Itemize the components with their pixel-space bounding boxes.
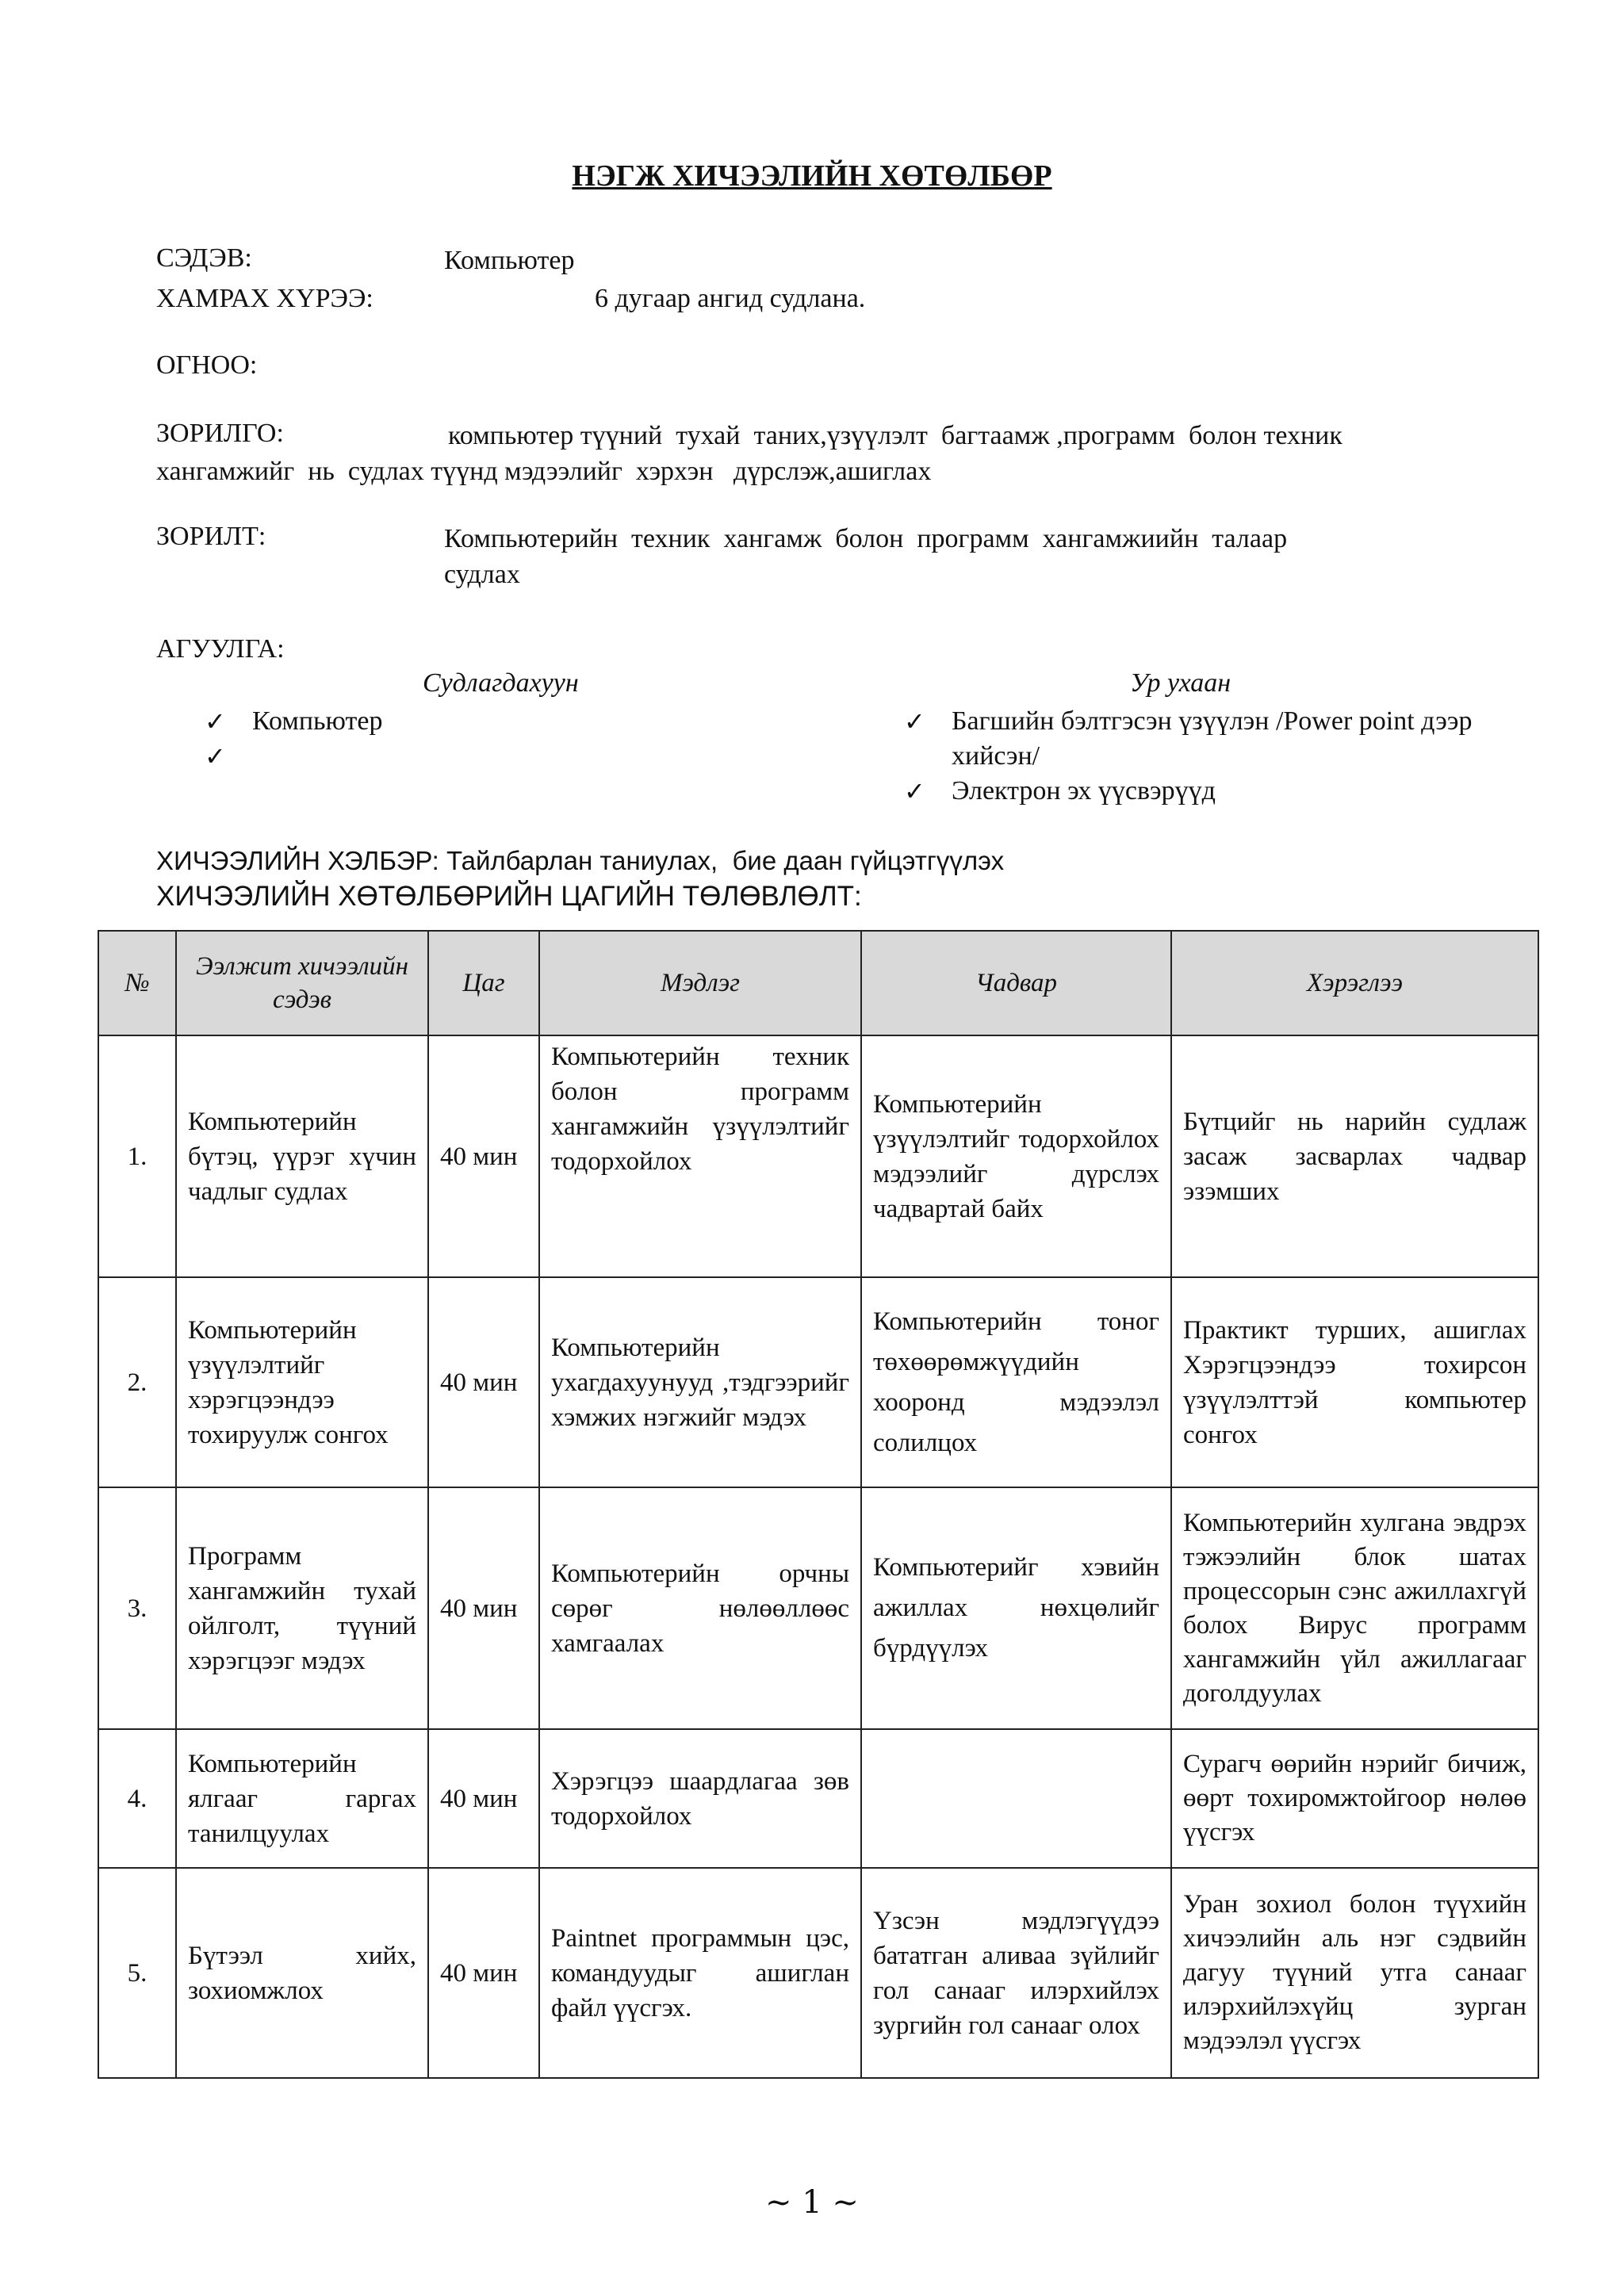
row-time: 40 мин <box>428 1487 539 1729</box>
row-topic: Компьютерийн бүтэц, үүрэг хүчин чадлыг судлах <box>176 1035 428 1277</box>
row-knowledge: Компьютерийн техник болон программ хангамжийн үзүүлэлтийг тодорхойлох <box>539 1035 861 1277</box>
scope-label: ХАМРАХ ХҮРЭЭ: <box>156 284 373 313</box>
objective-label: ЗОРИЛТ: <box>156 522 266 551</box>
row-usage: Компьютерийн хулгана эвдрэх тэжээлийн блок шатах процессорын сэнс ажиллахгүй болох Вирус программ хангамжийн үйл ажиллагааг доголдуулах <box>1171 1487 1538 1729</box>
goal-text-line2: хангамжийг нь судлах түүнд мэдээлийг хэрхэн дүрслэж,ашиглах <box>156 457 932 486</box>
date-label: ОГНОО: <box>156 350 258 380</box>
header-num: № <box>98 931 176 1035</box>
content-label: АГУУЛГА: <box>156 634 285 664</box>
checkmark-icon: ✓ <box>904 706 925 737</box>
row-topic: Компьютерийн ялгааг гаргах танилцуулах <box>176 1729 428 1868</box>
scope-value: 6 дугаар ангид судлана. <box>595 284 866 313</box>
table-row <box>98 1487 1538 1729</box>
header-usage: Хэрэглээ <box>1171 931 1538 1035</box>
checkmark-icon: ✓ <box>205 741 226 771</box>
row-usage: Уран зохиол болон түүхийн хичээлийн аль нэг сэдвийн дагуу түүний утга санааг илэрхийлэхүйц зурган мэдээлэл үүсгэх <box>1171 1868 1538 2078</box>
lesson-plan-table <box>98 930 1539 2079</box>
table-row <box>98 1868 1538 2078</box>
plan-heading: ХИЧЭЭЛИЙН ХӨТӨЛБӨРИЙН ЦАГИЙН ТӨЛӨВЛӨЛТ: <box>156 881 862 912</box>
row-skill: Компьютерийг хэвийн ажиллах нөхцөлийг бүрдүүлэх <box>861 1487 1171 1729</box>
row-knowledge: Компьютерийн ухагдахуунууд ,тэдгээрийг хэмжих нэгжийг мэдэх <box>539 1277 861 1487</box>
list-item-text: Компьютер <box>252 706 383 736</box>
row-time: 40 мин <box>428 1277 539 1487</box>
table-row <box>98 1035 1538 1277</box>
row-knowledge: Paintnet программын цэс, командуудыг ашиглан файл үүсгэх. <box>539 1868 861 2078</box>
objective-text-line1: Компьютерийн техник хангамж болон программ хангамжиийн талаар <box>444 524 1288 553</box>
row-time: 40 мин <box>428 1868 539 2078</box>
row-topic: Программ хангамжийн тухай ойлголт, түүний хэрэгцээг мэдэх <box>176 1487 428 1729</box>
checkmark-icon: ✓ <box>205 706 226 737</box>
subject-value: Компьютер <box>444 246 575 275</box>
list-item <box>205 704 649 739</box>
objective-text-line2: судлах <box>444 560 520 589</box>
list-item <box>904 774 1507 809</box>
header-time: Цаг <box>428 931 539 1035</box>
row-num: 1. <box>98 1035 176 1277</box>
header-skill: Чадвар <box>861 931 1171 1035</box>
row-knowledge: Хэрэгцээ шаардлагаа зөв тодорхойлох <box>539 1729 861 1868</box>
row-time: 40 мин <box>428 1035 539 1277</box>
list-item <box>904 704 1507 774</box>
subject-label: СЭДЭВ: <box>156 243 252 273</box>
studied-list <box>205 704 649 774</box>
row-num: 5. <box>98 1868 176 2078</box>
row-usage: Бүтцийг нь нарийн судлаж засаж засварлах чадвар эзэмших <box>1171 1035 1538 1277</box>
header-knowledge: Мэдлэг <box>539 931 861 1035</box>
row-knowledge: Компьютерийн орчны сөрөг нөлөөллөөс хамгаалах <box>539 1487 861 1729</box>
skills-heading: Ур ухаан <box>1130 668 1231 698</box>
row-num: 2. <box>98 1277 176 1487</box>
table-header-row <box>98 931 1538 1035</box>
row-topic: Бүтээл хийх, зохиомжлох <box>176 1868 428 2078</box>
row-skill <box>861 1729 1171 1868</box>
row-usage: Сурагч өөрийн нэрийг бичиж, өөрт тохиромжтойгоор нөлөө үүсгэх <box>1171 1729 1538 1868</box>
row-num: 3. <box>98 1487 176 1729</box>
row-time: 40 мин <box>428 1729 539 1868</box>
row-skill: Үзсэн мэдлэгүүдээ бататган аливаа зүйлийг гол санааг илэрхийлэх зургийн гол санааг олох <box>861 1868 1171 2078</box>
goal-text-line1: компьютер түүний тухай таних,үзүүлэлт багтаамж ,программ болон техник <box>448 421 1342 450</box>
list-item-text: Багшийн бэлтгэсэн үзүүлэн /Power point дээр хийсэн/ <box>952 706 1473 771</box>
table-row <box>98 1729 1538 1868</box>
lesson-form: ХИЧЭЭЛИЙН ХЭЛБЭР: Тайлбарлан таниулах, бие даан гүйцэтгүүлэх <box>156 846 1005 875</box>
row-skill: Компьютерийн тоног төхөөрөмжүүдийн хооронд мэдээлэл солилцох <box>861 1277 1171 1487</box>
studied-heading: Судлагдахуун <box>423 668 579 698</box>
page-number: ~ 1 ~ <box>765 2184 859 2221</box>
document-title: НЭГЖ ХИЧЭЭЛИЙН ХӨТӨЛБӨР <box>572 159 1052 193</box>
row-topic: Компьютерийн үзүүлэлтийг хэрэгцээндээ тохируулж сонгох <box>176 1277 428 1487</box>
goal-label: ЗОРИЛГО: <box>156 419 284 448</box>
row-skill: Компьютерийн үзүүлэлтийг тодорхойлох мэдээлийг дүрслэх чадвартай байх <box>861 1035 1171 1277</box>
row-num: 4. <box>98 1729 176 1868</box>
header-topic: Ээлжит хичээлийн сэдэв <box>176 931 428 1035</box>
row-usage: Практикт турших, ашиглах Хэрэгцээндээ тохирсон үзүүлэлттэй компьютер сонгох <box>1171 1277 1538 1487</box>
list-item <box>205 739 649 774</box>
table-row <box>98 1277 1538 1487</box>
checkmark-icon: ✓ <box>904 776 925 806</box>
list-item-text: Электрон эх үүсвэрүүд <box>952 776 1216 806</box>
skills-list <box>904 704 1507 809</box>
